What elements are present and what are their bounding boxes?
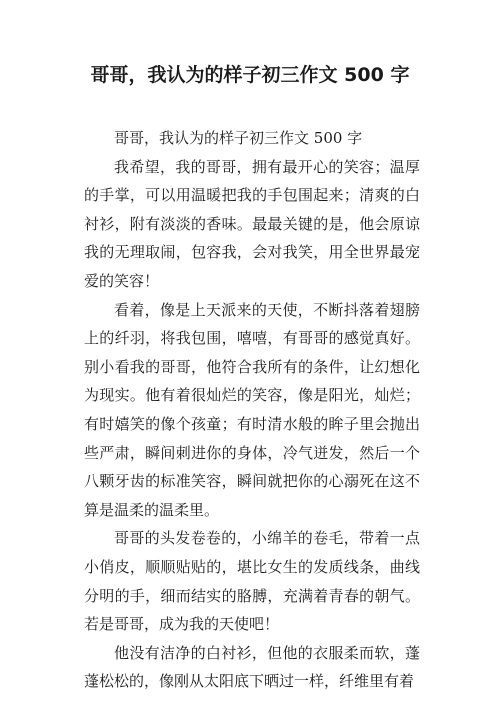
paragraph: 看着，像是上天派来的天使，不断抖落着翅膀上的纤羽，将我包围，嘻嘻，有哥哥的感觉真好。别小看我的哥哥，他符合我所有的条件，让幻想化为现实。他有着很灿烂的笑容，像是阳光，灿烂；有时嬉笑的像个孩童；有时清水般的眸子里会抛出些严肃，瞬间刺进你的身体，冷气迸发，然后一个八颗牙齿的标准笑容，瞬间就把你的心溺死在这不算是温柔的温柔里。 [84,300,420,519]
paragraph-subtitle: 哥哥，我认为的样子初三作文 500 字 [114,129,363,147]
paragraph: 哥哥的头发卷卷的，小绵羊的卷毛，带着一点小俏皮，顺顺贴贴的，堪比女生的发质线条，曲线分明的手，细而结实的胳膊，充满着青春的朝气。若是哥哥，成为我的天使吧！ [84,529,420,634]
page-title: 哥哥，我认为的样子初三作文 500 字 [90,64,410,86]
document-body [84,124,420,696]
paragraph: 我希望，我的哥哥，拥有最开心的笑容；温厚的手掌，可以用温暖把我的手包围起来；清爽的白衬衫，附有淡淡的香味。最最关键的是，他会原谅我的无理取闹，包容我，会对我笑，用全世界最宠爱的笑容！ [84,157,420,290]
paragraph: 他没有洁净的白衬衫，但他的衣服柔而软，蓬蓬松松的，像刚从太阳底下晒过一样，纤维里有着 [84,643,420,691]
